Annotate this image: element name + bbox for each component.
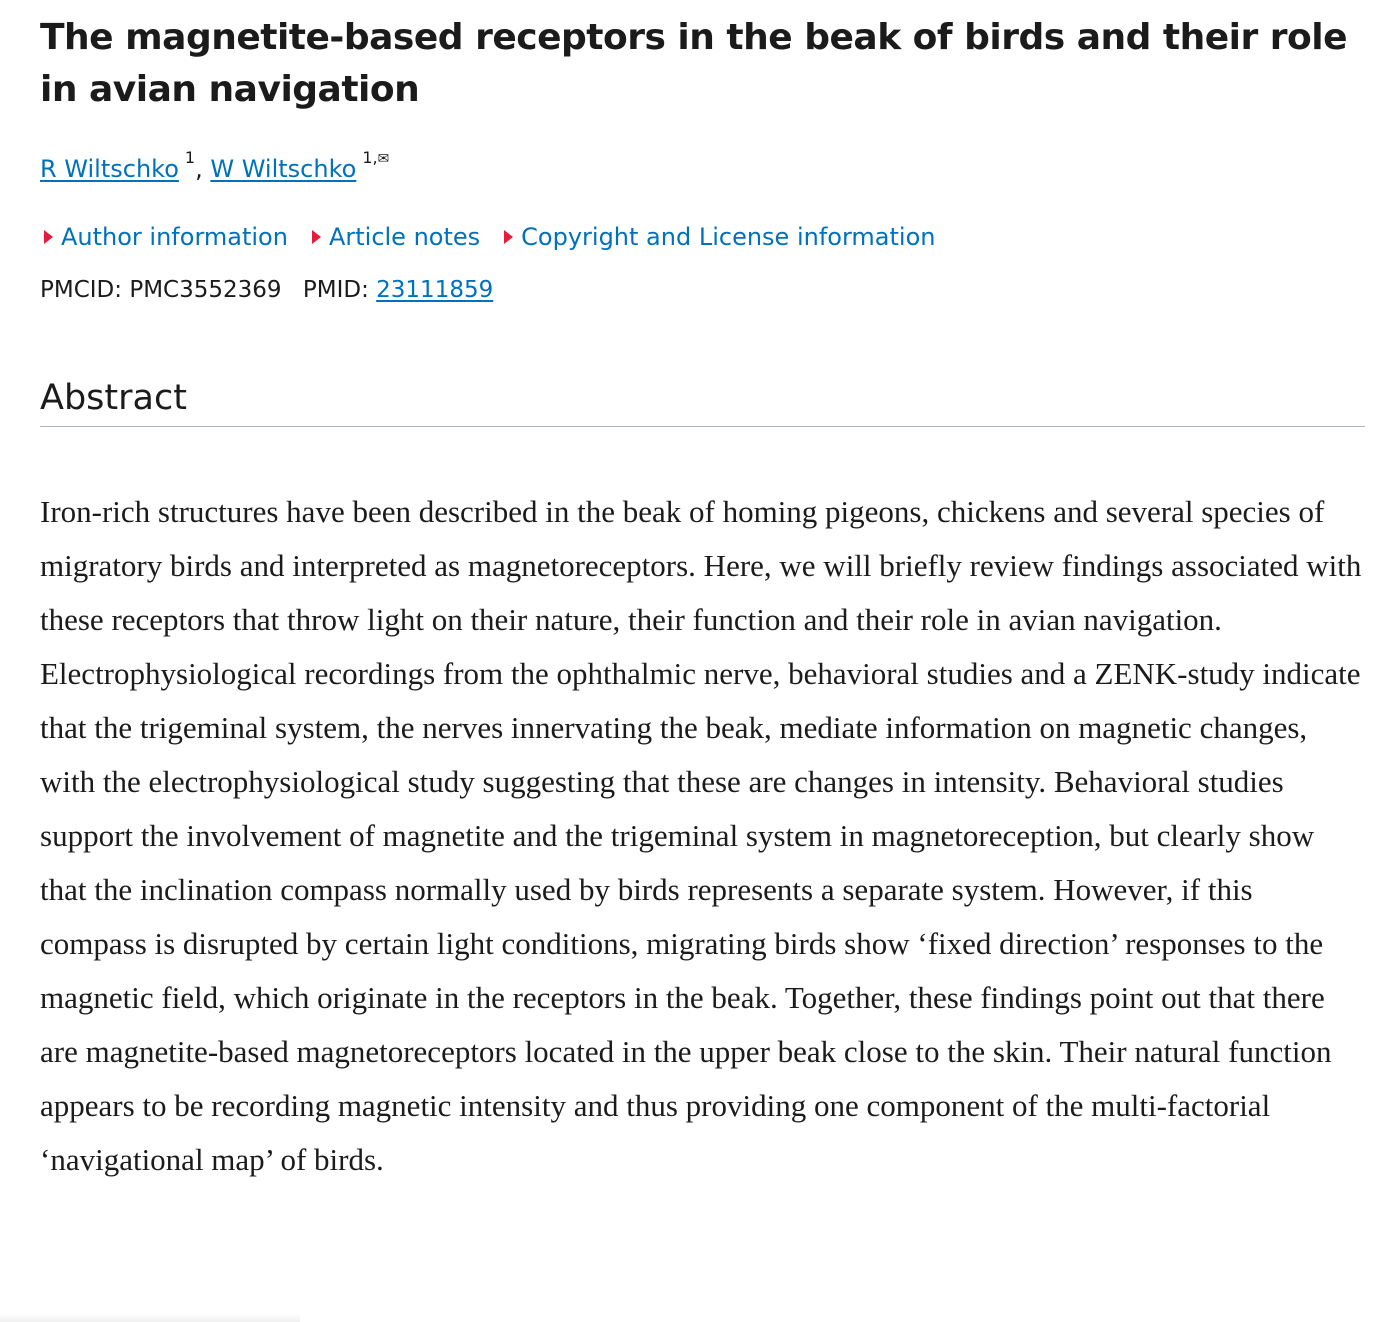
triangle-right-icon [504,230,513,244]
article-page [40,0,1365,1187]
author-affiliation-number: 1, [362,148,378,167]
toggle-label: Author information [61,223,288,251]
pmcid-label: PMCID: [40,277,123,303]
article-info-toggles [40,220,1365,254]
mail-icon[interactable]: ✉ [377,151,390,167]
abstract-heading: Abstract [40,376,1365,427]
toggle-article-notes[interactable] [308,220,480,254]
pmcid-value: PMC3552369 [129,277,282,303]
toggle-label: Copyright and License information [521,223,936,251]
pmid-label: PMID: [302,277,369,303]
author-link-r-wiltschko[interactable]: R Wiltschko [40,155,179,183]
pmid-link[interactable]: 23111859 [376,277,494,303]
triangle-right-icon [44,230,53,244]
abstract-body: Iron-rich structures have been described in the beak of homing pigeons, chickens and several species of migratory birds and interpreted as magnetoreceptors. Here, we will briefly review findings associated with these receptors that throw light on their nature, their function and their role in avian navigation. Electrophysiological recordings from the ophthalmic nerve, behavioral studies and a ZENK-study indicate that the trigeminal system, the nerves innervating the beak, mediate information on magnetic changes, with the electrophysiological study suggesting that these are changes in intensity. Behavioral studies support the involvement of magnetite and the trigeminal system in magnetoreception, but clearly show that the inclination compass normally used by birds represents a separate system. However, if this compass is disrupted by certain light conditions, migrating birds show ‘fixed direction’ responses to the magnetic field, which originate in the receptors in the beak. Together, these findings point out that there are magnetite-based magnetoreceptors located in the upper beak close to the skin. Their natural function appears to be recording magnetic intensity and thus providing one component of the multi-factorial ‘navigational map’ of birds. [40,494,1362,1177]
toggle-author-information[interactable] [40,220,288,254]
triangle-right-icon [312,230,321,244]
author-affiliation-sup: 1 [184,148,196,167]
author-affiliation-sup [362,148,389,167]
toggle-label: Article notes [328,223,481,251]
article-title: The magnetite-based receptors in the beak of birds and their role in avian navigation [40,17,1348,110]
author-list [40,148,1365,186]
author-separator: , [195,155,203,183]
toggle-copyright-license[interactable] [500,220,935,254]
bottom-shadow [0,1314,300,1322]
article-identifiers [40,274,1365,306]
author-link-w-wiltschko[interactable]: W Wiltschko [210,155,357,183]
